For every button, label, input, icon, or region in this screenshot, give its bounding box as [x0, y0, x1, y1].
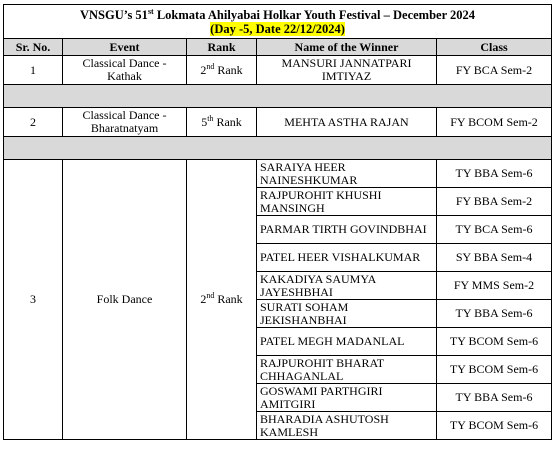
rank — [187, 108, 257, 137]
winner-name: SURATI SOHAM JEKISHANBHAI — [257, 300, 437, 328]
rank-sup: nd — [206, 291, 215, 300]
separator-row — [4, 137, 552, 160]
header-event: Event — [63, 39, 187, 56]
winner-class: TY BBA Sem-6 — [437, 384, 552, 412]
winner-class: TY BCOM Sem-6 — [437, 328, 552, 356]
title-sup: st — [147, 6, 154, 16]
winner-name: BHARADIA ASHUTOSH KAMLESH — [257, 412, 437, 440]
winner-class: TY BCOM Sem-6 — [437, 356, 552, 384]
winner-class: FY BCOM Sem-2 — [437, 108, 552, 137]
rank — [187, 160, 257, 440]
winner-name: RAJPUROHIT KHUSHI MANSINGH — [257, 188, 437, 216]
separator-row — [4, 85, 552, 108]
results-table — [3, 4, 552, 440]
day-date-label: (Day -5, Date 22/12/2024) — [210, 21, 345, 36]
header-winner-name: Name of the Winner — [257, 39, 437, 56]
winner-name: MANSURI JANNATPARI IMTIYAZ — [257, 56, 437, 85]
winner-name: MEHTA ASTHA RAJAN — [257, 108, 437, 137]
winner-class: TY BBA Sem-6 — [437, 160, 552, 188]
rank-sup: th — [207, 113, 214, 123]
header-sr-no: Sr. No. — [4, 39, 63, 56]
rank — [187, 56, 257, 85]
sr-no: 2 — [4, 108, 63, 137]
page-title — [4, 5, 552, 39]
winner-class: SY BBA Sem-4 — [437, 244, 552, 272]
event-name: Classical Dance - Bharatnatyam — [63, 108, 187, 137]
separator-cell — [4, 85, 552, 108]
winner-name: RAJPUROHIT BHARAT CHHAGANLAL — [257, 356, 437, 384]
winner-class: FY BCA Sem-2 — [437, 56, 552, 85]
winner-class: TY BCOM Sem-6 — [437, 412, 552, 440]
sr-no: 3 — [4, 160, 63, 440]
title-row — [4, 5, 552, 39]
event-name: Classical Dance - Kathak — [63, 56, 187, 85]
winner-class: FY MMS Sem-2 — [437, 272, 552, 300]
rank-word: Rank — [214, 62, 243, 77]
header-row — [4, 39, 552, 56]
title-suffix: Lokmata Ahilyabai Holkar Youth Festival – December 2024 — [153, 7, 476, 22]
winner-name: PARMAR TIRTH GOVINDBHAI — [257, 216, 437, 244]
header-class: Class — [437, 39, 552, 56]
rank-num: 2 — [200, 62, 207, 77]
winner-name: SARAIYA HEER NAINESHKUMAR — [257, 160, 437, 188]
rank-word: Rank — [214, 292, 243, 306]
winner-class: TY BBA Sem-6 — [437, 300, 552, 328]
winner-name: GOSWAMI PARTHGIRI AMITGIRI — [257, 384, 437, 412]
separator-cell — [4, 137, 552, 160]
winner-class: FY BBA Sem-2 — [437, 188, 552, 216]
sr-no: 1 — [4, 56, 63, 85]
rank-sup: nd — [206, 61, 215, 71]
title-prefix: VNSGU’s 51 — [79, 7, 148, 22]
table-row — [4, 56, 552, 85]
winner-class: TY BCA Sem-6 — [437, 216, 552, 244]
winner-name: PATEL MEGH MADANLAL — [257, 328, 437, 356]
winner-name: PATEL HEER VISHALKUMAR — [257, 244, 437, 272]
winner-name: KAKADIYA SAUMYA JAYESHBHAI — [257, 272, 437, 300]
event-name: Folk Dance — [63, 160, 187, 440]
table-row — [4, 160, 552, 188]
rank-num: 5 — [201, 114, 208, 129]
rank-word: Rank — [213, 114, 242, 129]
table-row — [4, 108, 552, 137]
rank-num: 2 — [200, 292, 207, 306]
header-rank: Rank — [187, 39, 257, 56]
